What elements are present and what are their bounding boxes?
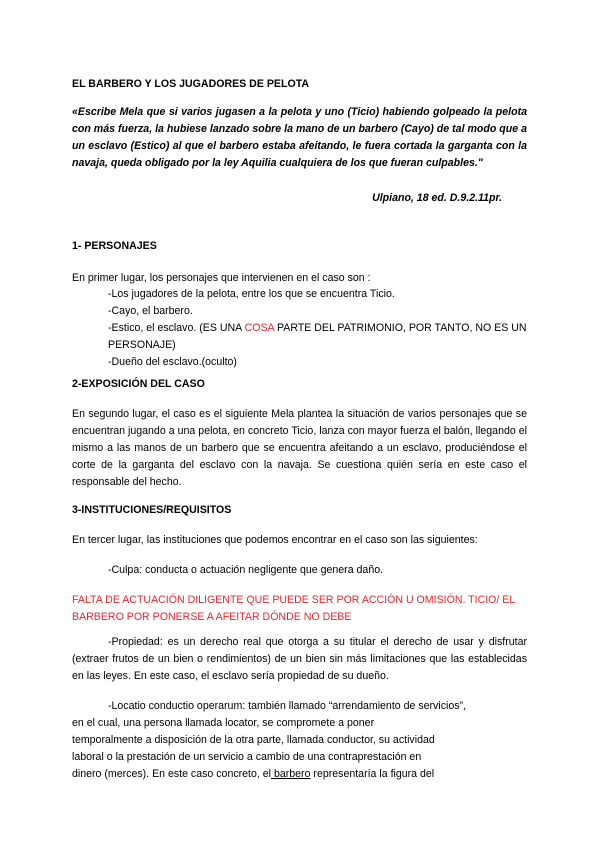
culpa-note: FALTA DE ACTUACIÓN DILIGENTE QUE PUEDE SER POR ACCIÓN U OMISIÓN. TICIO/ EL BARBERO POR PONERSE A AFEITAR DÓNDE NO DEBE	[72, 594, 515, 623]
locatio-line: en el cual, una persona llamada locator, se compromete a poner	[72, 717, 375, 729]
list-item: -Los jugadores de la pelota, entre los que se encuentra Ticio.	[108, 288, 395, 300]
locatio-line: laboral o la prestación de un servicio a cambio de una contraprestación en	[72, 751, 422, 763]
section-heading-instituciones: 3-INSTITUCIONES/REQUISITOS	[72, 504, 232, 516]
personajes-intro: En primer lugar, los personajes que intervienen en el caso son :	[72, 272, 371, 284]
list-item: -Dueño del esclavo.(oculto)	[108, 356, 237, 368]
propiedad-paragraph: -Propiedad: es un derecho real que otorga a su titular el derecho de usar y disfrutar (extraer frutos de un bien o rendimientos) de un bien sin más limitaciones que las establecidas en las leyes. En este caso, el esclavo sería propiedad de su dueño.	[72, 636, 527, 682]
instituciones-intro: En tercer lugar, las instituciones que podemos encontrar en el caso son las siguientes:	[72, 534, 478, 546]
section-heading-exposicion: 2-EXPOSICIÓN DEL CASO	[72, 378, 205, 390]
exposicion-paragraph: En segundo lugar, el caso es el siguiente Mela plantea la situación de varios personajes que se encuentran jugando a una pelota, en concreto Ticio, lanza con mayor fuerza el balón, llegando el mismo a las manos de un barbero que se encuentra afeitando a un esclavo, produciéndose el corte de la garganta del esclavo con la navaja. Se cuestiona quién sería en este caso el responsable del hecho.	[72, 408, 527, 488]
underlined-word: barbero	[271, 768, 311, 780]
highlight-word: COSA	[244, 322, 275, 334]
locatio-paragraph	[72, 698, 527, 783]
locatio-text: dinero (merces). En este caso concreto, el	[72, 768, 272, 780]
culpa-item: -Culpa: conducta o actuación negligente que genera daño.	[108, 564, 384, 576]
locatio-line: -Locatio conductio operarum: también llamado “arrendamiento de servicios”,	[108, 700, 467, 712]
list-item-text: PARTE DEL PATRIMONIO, POR TANTO, NO ES UN PERSONAJE)	[108, 322, 527, 351]
document-title: EL BARBERO Y LOS JUGADORES DE PELOTA	[72, 78, 310, 90]
citation: Ulpiano, 18 ed. D.9.2.11pr.	[372, 192, 502, 204]
locatio-line: temporalmente a disposición de la otra parte, llamada conductor, su actividad	[72, 734, 435, 746]
list-item-text: -Estico, el esclavo. (ES UNA	[108, 322, 245, 334]
quote-paragraph: «Escribe Mela que si varios jugasen a la pelota y uno (Ticio) habiendo golpeado la pelota con más fuerza, la hubiese lanzado sobre la mano de un barbero (Cayo) de tal modo que a un esclavo (Estico) al que el barbero estaba afeitando, le fuera cortada la garganta con la navaja, queda obligado por la ley Aquilia cualquiera de los que fueran culpables."	[72, 106, 527, 169]
personajes-list	[72, 286, 527, 371]
section-heading-personajes: 1- PERSONAJES	[72, 240, 157, 252]
list-item: -Cayo, el barbero.	[108, 305, 193, 317]
locatio-text: representaría la figura del	[310, 768, 435, 780]
list-item	[108, 320, 527, 354]
locatio-line	[72, 766, 527, 783]
